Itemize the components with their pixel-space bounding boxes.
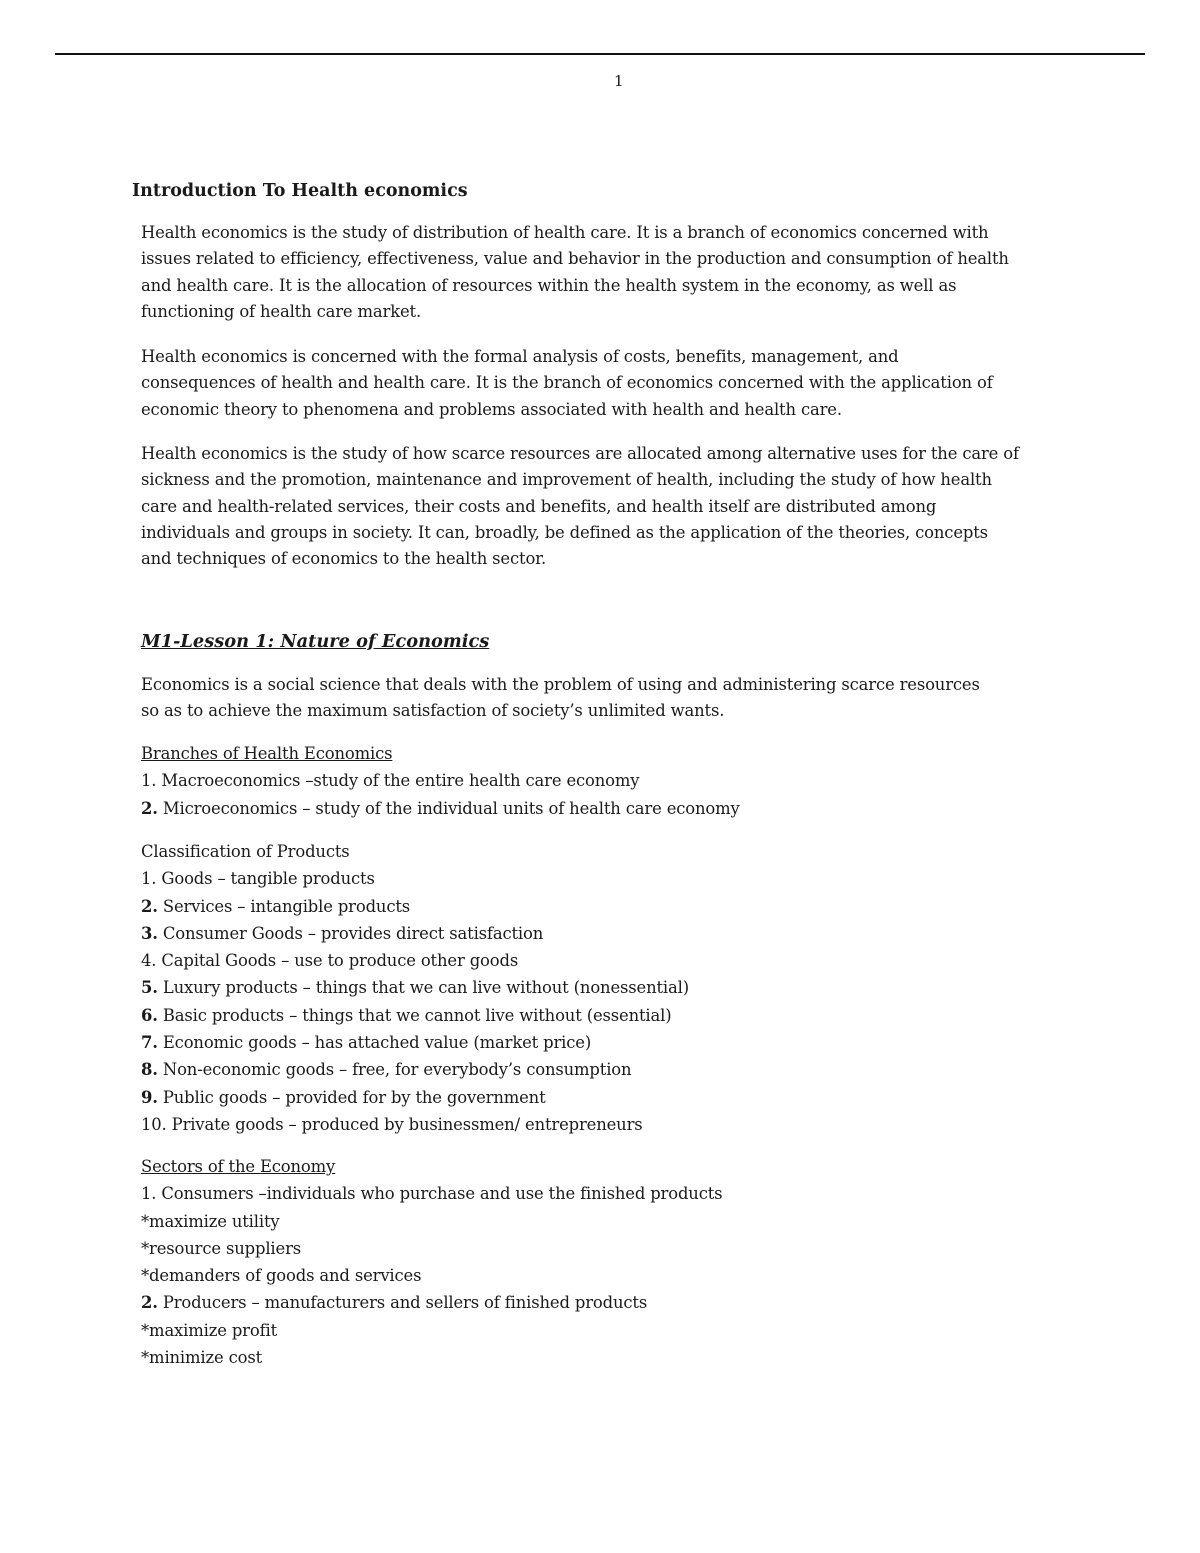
paragraph-line: Economics is a social science that deals with the problem of using and administering scarce resources	[141, 675, 980, 694]
list-item: 2. Services – intangible products	[141, 896, 411, 916]
section-heading: Sectors of the Economy	[141, 1157, 336, 1176]
branches-section	[141, 740, 740, 822]
list-item: 8. Non-economic goods – free, for everybody’s consumption	[141, 1060, 632, 1080]
document-title: Introduction To Health economics	[132, 181, 468, 201]
list-item: 1. Consumers –individuals who purchase and use the finished products	[141, 1184, 723, 1204]
section-heading: Classification of Products	[141, 842, 350, 861]
header-rule	[55, 53, 1145, 55]
paragraph-line: functioning of health care market.	[141, 301, 422, 321]
paragraph-line: and health care. It is the allocation of resources within the health system in the economy, as well as	[141, 275, 957, 295]
list-item: *demanders of goods and services	[141, 1266, 422, 1286]
list-item: *resource suppliers	[141, 1238, 302, 1258]
list-item: 6. Basic products – things that we cannot live without (essential)	[141, 1005, 672, 1025]
paragraph-line: individuals and groups in society. It can, broadly, be defined as the application of the theories, concepts	[141, 522, 988, 542]
paragraph-line: Health economics is concerned with the formal analysis of costs, benefits, management, and	[141, 347, 899, 366]
paragraph-line: issues related to efficiency, effectiveness, value and behavior in the production and consumption of health	[141, 249, 1009, 269]
intro-paragraph-2	[141, 344, 1086, 423]
list-item: *maximize profit	[141, 1320, 278, 1340]
list-item: *maximize utility	[141, 1211, 280, 1231]
classification-section	[141, 838, 689, 1138]
list-item: 1. Goods – tangible products	[141, 869, 375, 889]
paragraph-line: Health economics is the study of distribution of health care. It is a branch of economics concerned with	[141, 223, 989, 242]
section-heading: Branches of Health Economics	[141, 744, 393, 763]
paragraph-line: sickness and the promotion, maintenance and improvement of health, including the study of how health	[141, 470, 992, 490]
list-item: 4. Capital Goods – use to produce other goods	[141, 951, 519, 971]
list-item: *minimize cost	[141, 1348, 263, 1368]
economics-definition	[141, 672, 1086, 725]
list-item: 2. Microeconomics – study of the individual units of health care economy	[141, 798, 740, 818]
intro-paragraph-3	[141, 441, 1086, 572]
list-item: 10. Private goods – produced by businessmen/ entrepreneurs	[141, 1114, 643, 1134]
list-item: 3. Consumer Goods – provides direct satisfaction	[141, 923, 544, 943]
page-number: 1	[614, 72, 624, 90]
list-item: 2. Producers – manufacturers and sellers of finished products	[141, 1293, 648, 1313]
paragraph-line: so as to achieve the maximum satisfaction of society’s unlimited wants.	[141, 701, 725, 721]
paragraph-line: and techniques of economics to the health sector.	[141, 549, 547, 569]
intro-paragraph-1	[141, 220, 1086, 325]
list-item: 7. Economic goods – has attached value (market price)	[141, 1033, 592, 1053]
list-item: 9. Public goods – provided for by the government	[141, 1087, 546, 1107]
list-item: 5. Luxury products – things that we can live without (nonessential)	[141, 978, 689, 998]
list-item: 1. Macroeconomics –study of the entire health care economy	[141, 771, 640, 791]
lesson-title: M1-Lesson 1: Nature of Economics	[141, 631, 490, 652]
paragraph-line: economic theory to phenomena and problems associated with health and health care.	[141, 399, 842, 419]
paragraph-line: consequences of health and health care. It is the branch of economics concerned with the application of	[141, 373, 993, 393]
sectors-section	[141, 1153, 722, 1371]
paragraph-line: care and health-related services, their costs and benefits, and health itself are distributed among	[141, 496, 937, 516]
paragraph-line: Health economics is the study of how scarce resources are allocated among alternative uses for the care of	[141, 444, 1019, 463]
